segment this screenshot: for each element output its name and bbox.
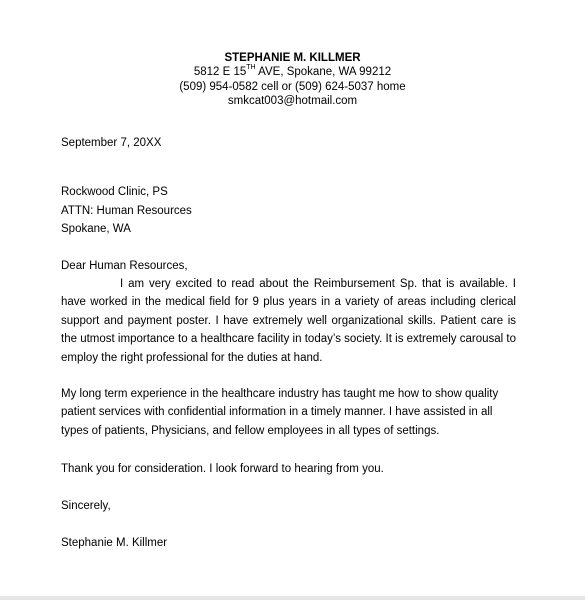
recipient-line-3: Spokane, WA [61, 223, 131, 235]
sender-email: smkcat003@hotmail.com [227, 95, 358, 107]
sender-address [0, 65, 585, 80]
body-paragraph-1: I am very excited to read about the Reimbursement Sp. that is available. I have worked in the medical field for 9 plus years in a variety of areas including clerical support and payment poster. I have extremely well organizational skills. Patient care is the utmost importance to a healthcare facility in today’s society. It is extremely carousal to employ the right professional for the duties at hand. [61, 278, 516, 364]
sender-address-street: AVE, Spokane, WA 99212 [255, 66, 392, 78]
signature-name: Stephanie M. Killmer [61, 537, 168, 549]
sender-name: STEPHANIE M. KILLMER [224, 52, 361, 64]
salutation: Dear Human Resources, [61, 260, 188, 272]
body-paragraph-2: My long term experience in the healthcare industry has taught me how to show quality patient services with confidential information in a timely manner. I have assisted in all types of patients, Physicians, and fellow employees in all types of settings. [61, 388, 499, 437]
recipient-line-2: ATTN: Human Resources [61, 205, 192, 217]
sender-address-number: 5812 E 15 [193, 66, 247, 78]
page-bottom-divider [0, 596, 585, 600]
recipient-line-1: Rockwood Clinic, PS [61, 186, 168, 198]
sender-address-suffix: TH [246, 64, 256, 72]
body-paragraph-3: Thank you for consideration. I look forward to hearing from you. [61, 463, 384, 475]
sender-phone: (509) 954-0582 cell or (509) 624-5037 home [179, 81, 406, 93]
letter-date: September 7, 20XX [61, 137, 162, 149]
closing: Sincerely, [61, 500, 111, 512]
